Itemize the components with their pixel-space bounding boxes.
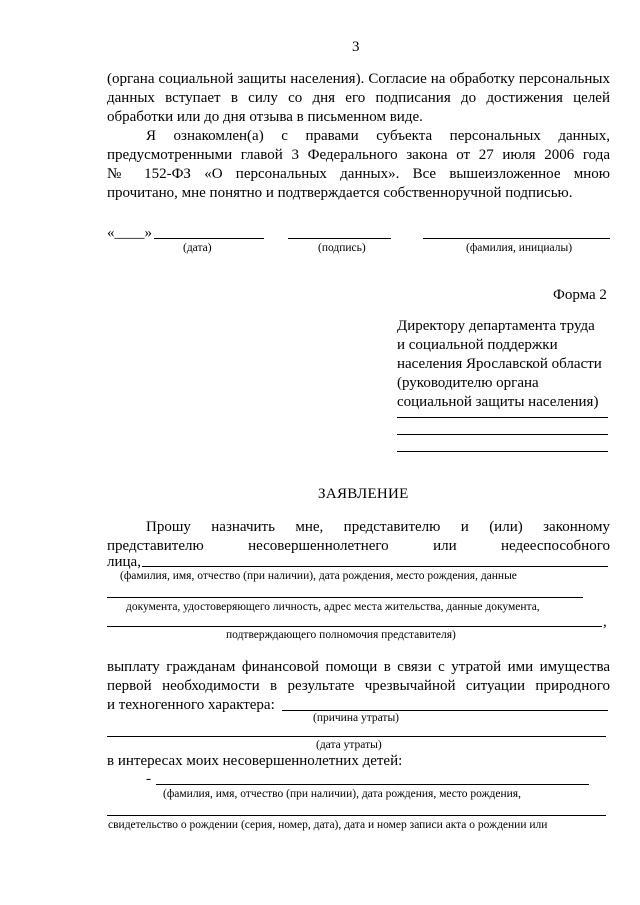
application-body-3: и техногенного характера: (107, 697, 275, 713)
date-label: (дата) (183, 242, 212, 254)
consent-line-7: прочитано, мне понятно и подтверждается собственноручной подписью. (107, 185, 573, 201)
consent-line-4: Я ознакомлен(а) с правами субъекта персональных данных, (146, 128, 610, 144)
applicant-underline-3 (107, 626, 602, 627)
applicant-hint-3: подтверждающего полномочия представителя) (226, 629, 456, 641)
form-label: Форма 2 (553, 287, 607, 303)
addressee-line-5: социальной защиты населения) (397, 394, 599, 410)
addressee-blank-1 (397, 417, 608, 418)
signature-underline (288, 238, 391, 239)
applicant-comma: , (603, 614, 607, 630)
applicant-underline-1 (142, 566, 608, 567)
page-number: 3 (352, 39, 360, 55)
addressee-line-1: Директору департамента труда (397, 318, 595, 334)
children-intro: в интересах моих несовершеннолетних детей: (107, 753, 403, 769)
reason-hint: (причина утраты) (313, 712, 400, 724)
addressee-blank-3 (397, 451, 608, 452)
addressee-line-4: (руководителю органа (397, 375, 539, 391)
name-label: (фамилия, инициалы) (466, 242, 573, 254)
addressee-line-2: и социальной поддержки (397, 337, 558, 353)
application-line-3: лица, (107, 554, 141, 570)
date-underline (154, 238, 264, 239)
consent-line-5: предусмотренными главой 3 Федерального закона от 27 июля 2006 года (107, 147, 610, 163)
addressee-line-3: населения Ярославской области (397, 356, 602, 372)
application-line-2: представителю несовершеннолетнего или недееспособного (107, 538, 610, 554)
name-underline (423, 238, 610, 239)
consent-line-6: № 152-ФЗ «О персональных данных». Все вышеизложенное мною (107, 166, 610, 182)
applicant-underline-2 (107, 597, 583, 598)
child-underline-2 (107, 815, 606, 816)
application-line-1: Прошу назначить мне, представителю и (или) законному (146, 519, 610, 535)
child-dash: - (146, 771, 151, 787)
document-title: ЗАЯВЛЕНИЕ (318, 486, 409, 502)
application-body-1: выплату гражданам финансовой помощи в связи с утратой ими имущества (107, 659, 610, 675)
consent-line-2: данных вступает в силу со дня его подписания до достижения целей (107, 90, 610, 106)
signature-date-prefix: «____» (107, 225, 152, 241)
child-hint-2: свидетельство о рождении (серия, номер, дата), дата и номер записи акта о рождении или (108, 819, 548, 831)
date-loss-underline (107, 736, 606, 737)
consent-line-1: (органа социальной защиты населения). Согласие на обработку персональных (107, 71, 610, 87)
signature-label: (подпись) (318, 242, 366, 254)
child-hint-1: (фамилия, имя, отчество (при наличии), дата рождения, место рождения, (163, 788, 521, 800)
application-body-2: первой необходимости в результате чрезвычайной ситуации природного (107, 678, 610, 694)
consent-line-3: обработки или до дня отзыва в письменном виде. (107, 109, 423, 125)
date-loss-hint: (дата утраты) (316, 739, 382, 751)
applicant-hint-2: документа, удостоверяющего личность, адрес места жительства, данные документа, (126, 601, 540, 613)
applicant-hint-1: (фамилия, имя, отчество (при наличии), дата рождения, место рождения, данные (120, 570, 517, 582)
addressee-blank-2 (397, 434, 608, 435)
child-underline-1 (156, 784, 589, 785)
